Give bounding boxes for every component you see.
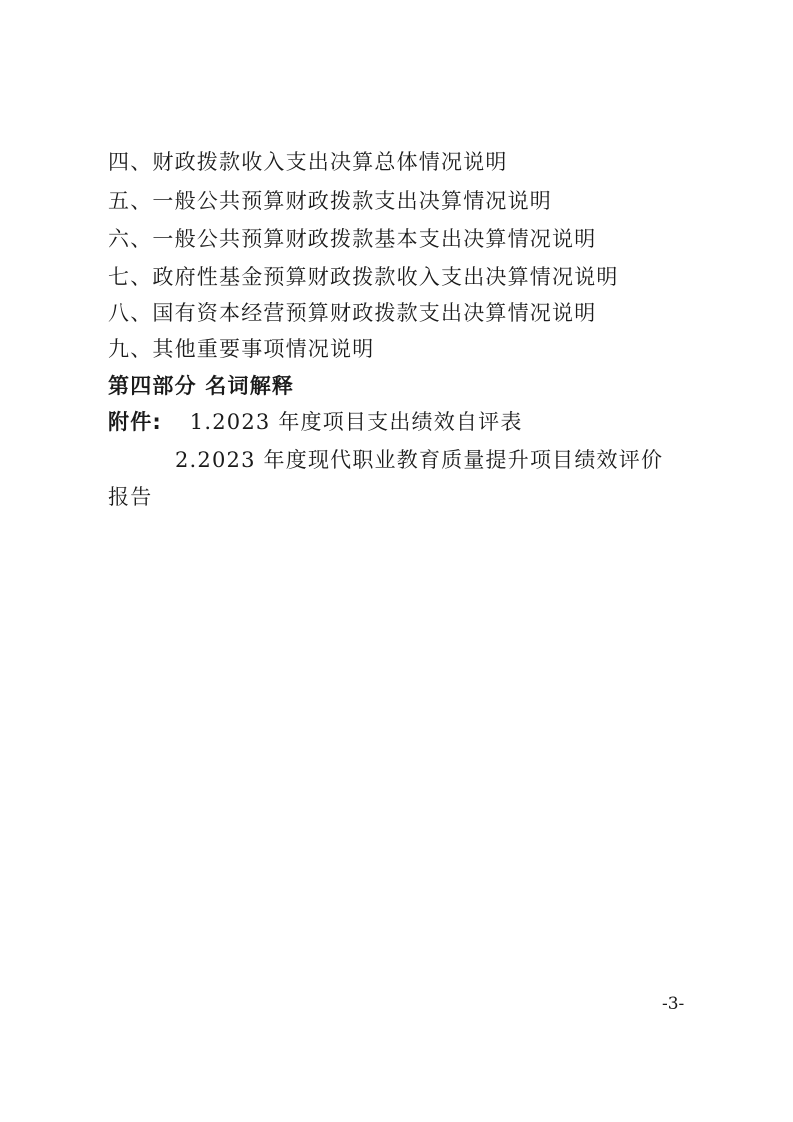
part-four-heading: 第四部分 名词解释 [108, 374, 295, 398]
attachments-label: 附件: [108, 410, 162, 434]
attachments-line-1 [108, 408, 523, 436]
toc-item-5: 五、一般公共预算财政拨款支出决算情况说明 [108, 189, 552, 213]
page-number: -3- [662, 994, 685, 1014]
attachment-item-2-continuation: 报告 [108, 485, 153, 509]
attachment-item-2: 2.2023 年度现代职业教育质量提升项目绩效评价 [175, 448, 664, 472]
toc-item-4: 四、财政拨款收入支出决算总体情况说明 [108, 150, 508, 174]
toc-item-6: 六、一般公共预算财政拨款基本支出决算情况说明 [108, 227, 597, 251]
toc-item-7: 七、政府性基金预算财政拨款收入支出决算情况说明 [108, 265, 619, 289]
toc-item-9: 九、其他重要事项情况说明 [108, 337, 375, 361]
attachment-item-1: 1.2023 年度项目支出绩效自评表 [189, 410, 523, 434]
toc-item-8: 八、国有资本经营预算财政拨款支出决算情况说明 [108, 301, 597, 325]
